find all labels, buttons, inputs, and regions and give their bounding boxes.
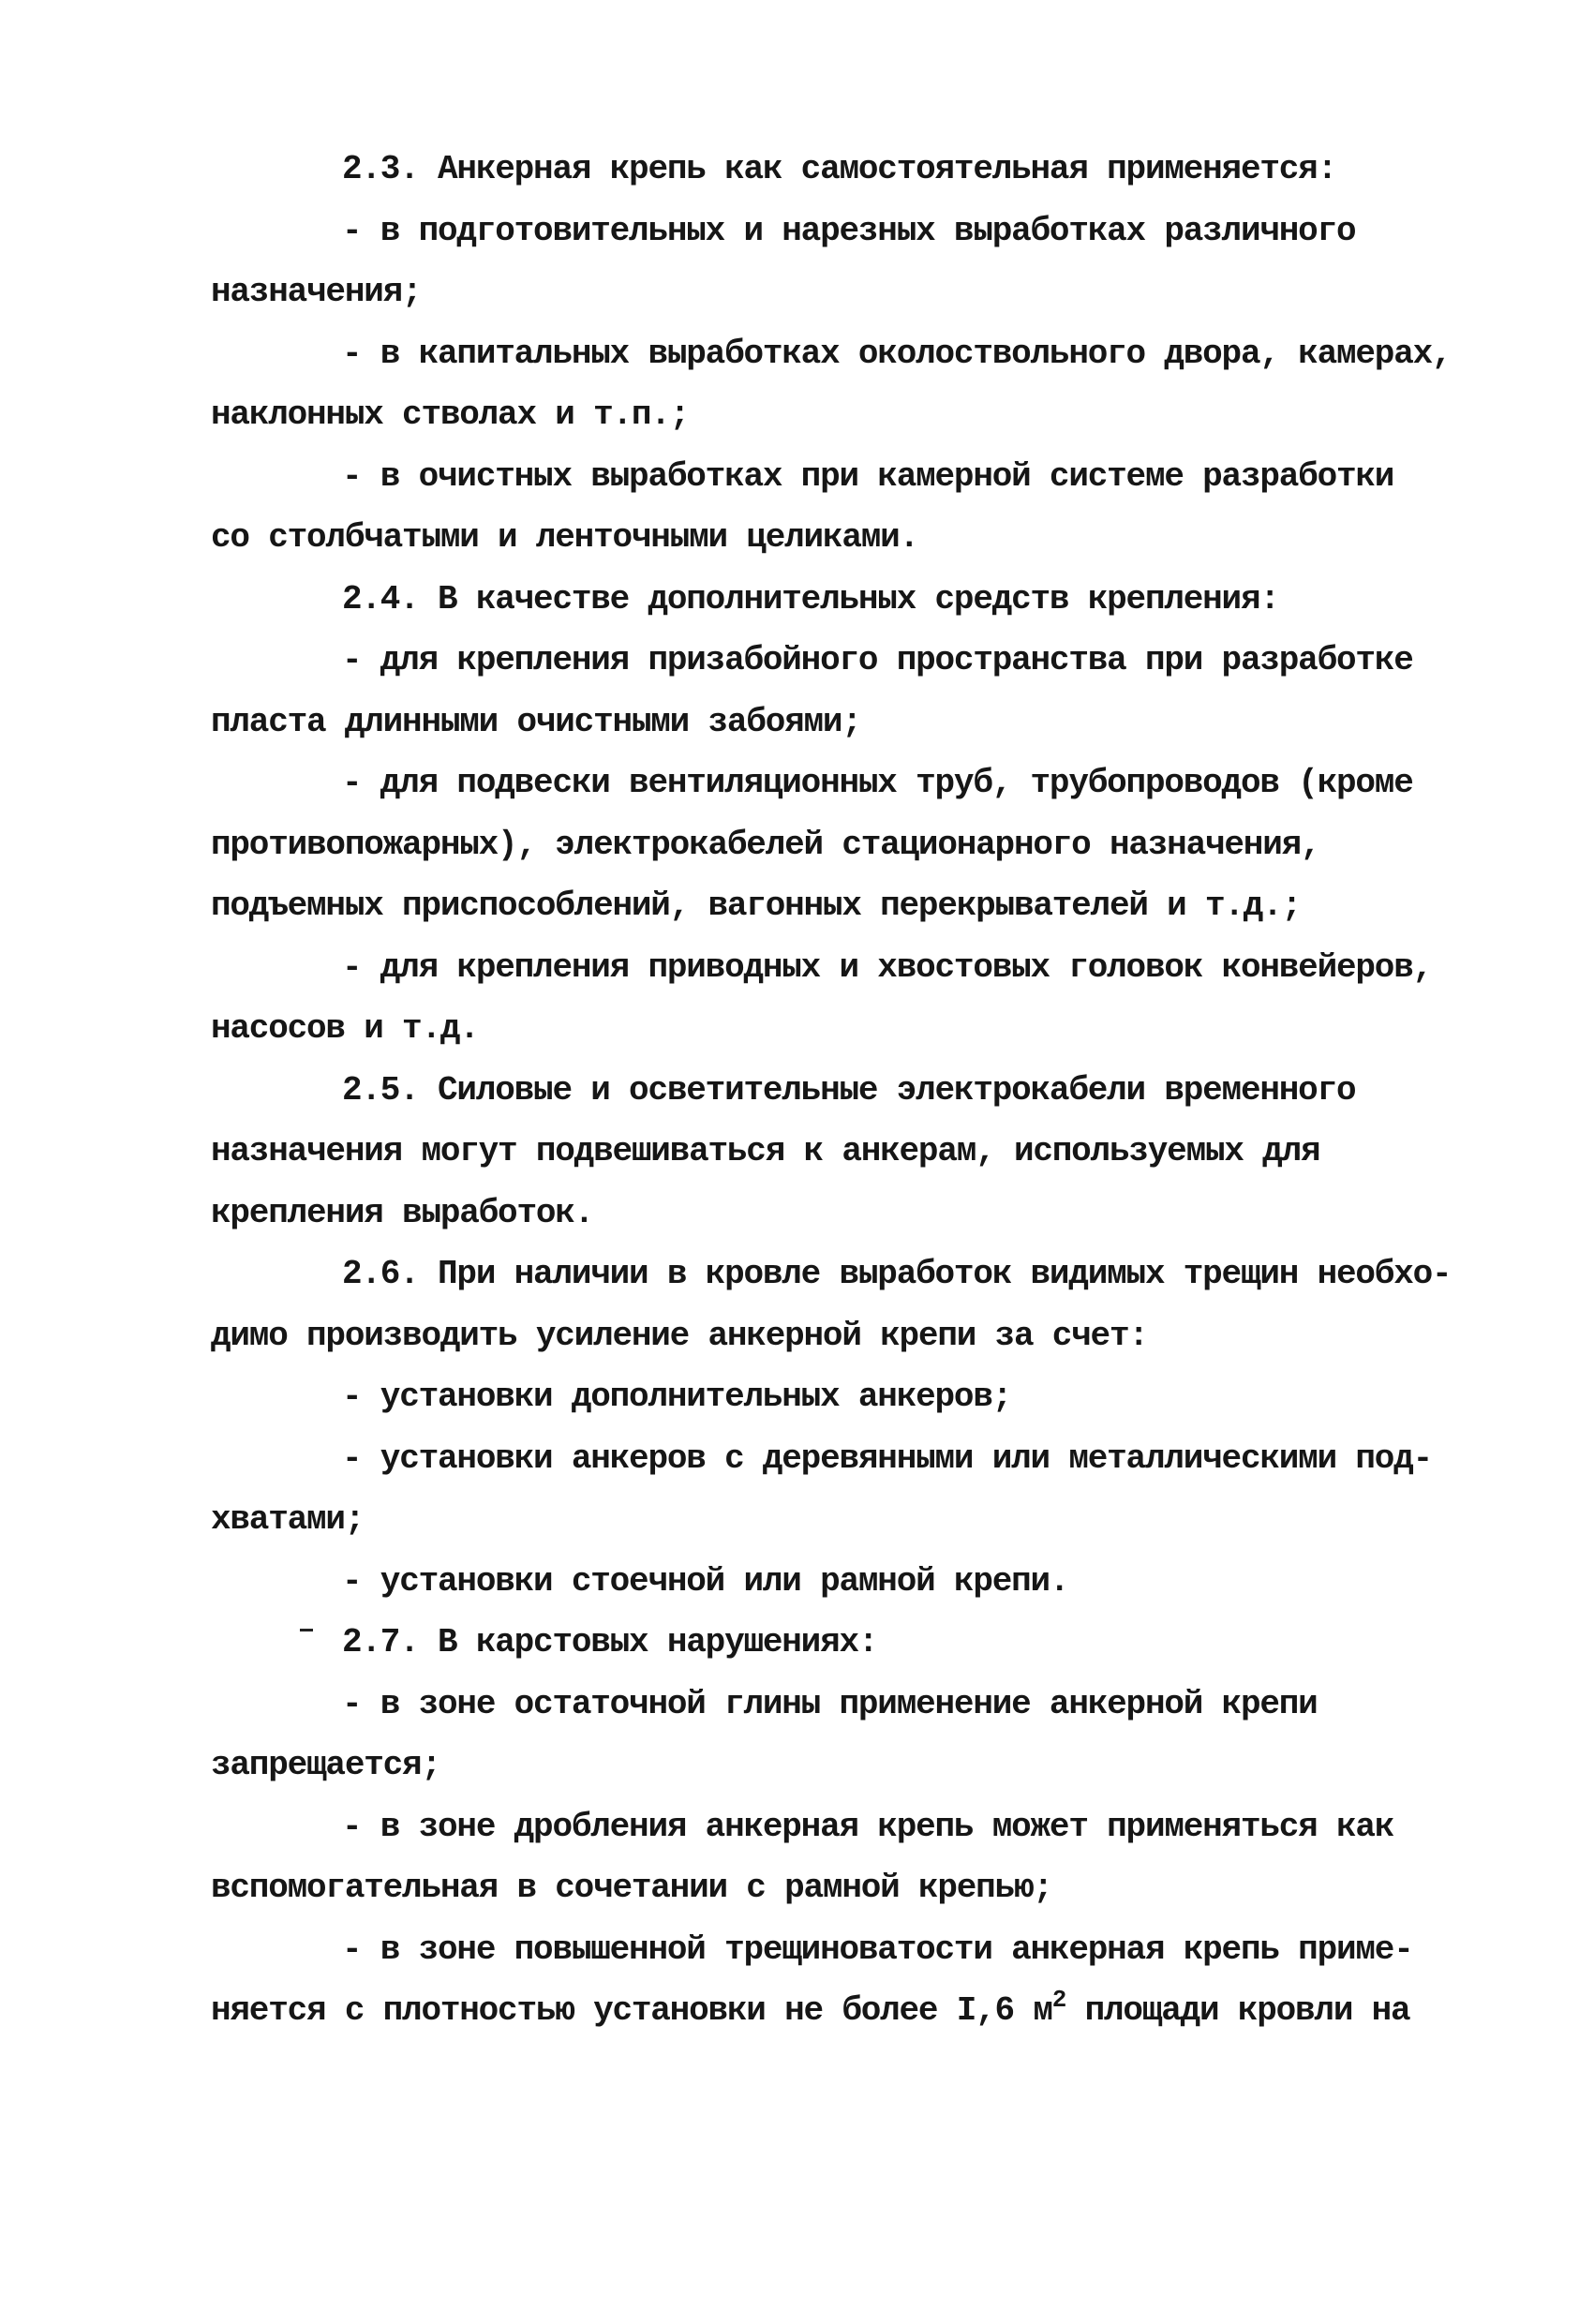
text-line: назначения могут подвешиваться к анкерам, используемых для <box>211 1132 1320 1170</box>
text-line: противопожарных), электрокабелей стационарного назначения, <box>211 825 1320 864</box>
text-line: вспомогательная в сочетании с рамной крепью; <box>211 1869 1052 1907</box>
text-line: - в зоне повышенной трещиноватости анкерная крепь приме- <box>342 1929 1413 1969</box>
text-line: 2.5. Силовые и осветительные электрокабели временного <box>342 1070 1356 1110</box>
text-line: - в зоне дробления анкерная крепь может применяться как <box>342 1807 1394 1846</box>
text-line: 2.3. Анкерная крепь как самостоятельная применяется: <box>342 150 1336 188</box>
text-line: - установки дополнительных анкеров; <box>342 1378 1012 1416</box>
text-line: - для крепления призабойного пространства при разработке <box>342 641 1413 679</box>
text-line: 2.6. При наличии в кровле выработок видимых трещин необхо- <box>342 1255 1452 1293</box>
text-line: димо производить усиление анкерной крепи за счет: <box>211 1316 1148 1355</box>
last-line-head: няется с плотностью установки не более I,6 м <box>211 1991 1052 2030</box>
last-line-tail: площади кровли на <box>1065 1991 1410 2030</box>
text-line: - установки стоечной или рамной крепи. <box>342 1561 1069 1601</box>
text-line: - для крепления приводных и хвостовых головок конвейеров, <box>342 947 1433 987</box>
text-line: хватами; <box>211 1500 365 1539</box>
document-body <box>211 139 1467 2042</box>
text-line: крепления выработок. <box>211 1193 594 1232</box>
text-line-last <box>211 1980 1467 2042</box>
text-line: - установки анкеров с деревянными или металлическими под- <box>342 1438 1433 1478</box>
text-line: - в очистных выработках при камерной системе разработки <box>342 456 1394 496</box>
text-line: - в зоне остаточной глины применение анкерной крепи <box>342 1684 1318 1723</box>
text-line: пласта длинными очистными забоями; <box>211 702 861 741</box>
text-line: подъемных приспособлений, вагонных перекрывателей и т.д.; <box>211 886 1302 925</box>
text-line: насосов и т.д. <box>211 1009 479 1048</box>
text-line: назначения; <box>211 273 422 311</box>
text-line: 2.4. В качестве дополнительных средств крепления: <box>342 579 1279 618</box>
superscript-exponent: 2 <box>1051 1986 1066 2014</box>
text-line: - в подготовительных и нарезных выработках различного <box>342 211 1356 250</box>
text-line: 2.7. В карстовых нарушениях: <box>342 1623 878 1661</box>
text-line: со столбчатыми и ленточными целиками. <box>211 518 918 557</box>
text-line: - в капитальных выработках околоствольного двора, камерах, <box>342 334 1452 373</box>
text-line: - для подвески вентиляционных труб, трубопроводов (кроме <box>342 764 1413 802</box>
text-line: наклонных стволах и т.п.; <box>211 395 690 434</box>
text-line: запрещается; <box>211 1746 440 1784</box>
